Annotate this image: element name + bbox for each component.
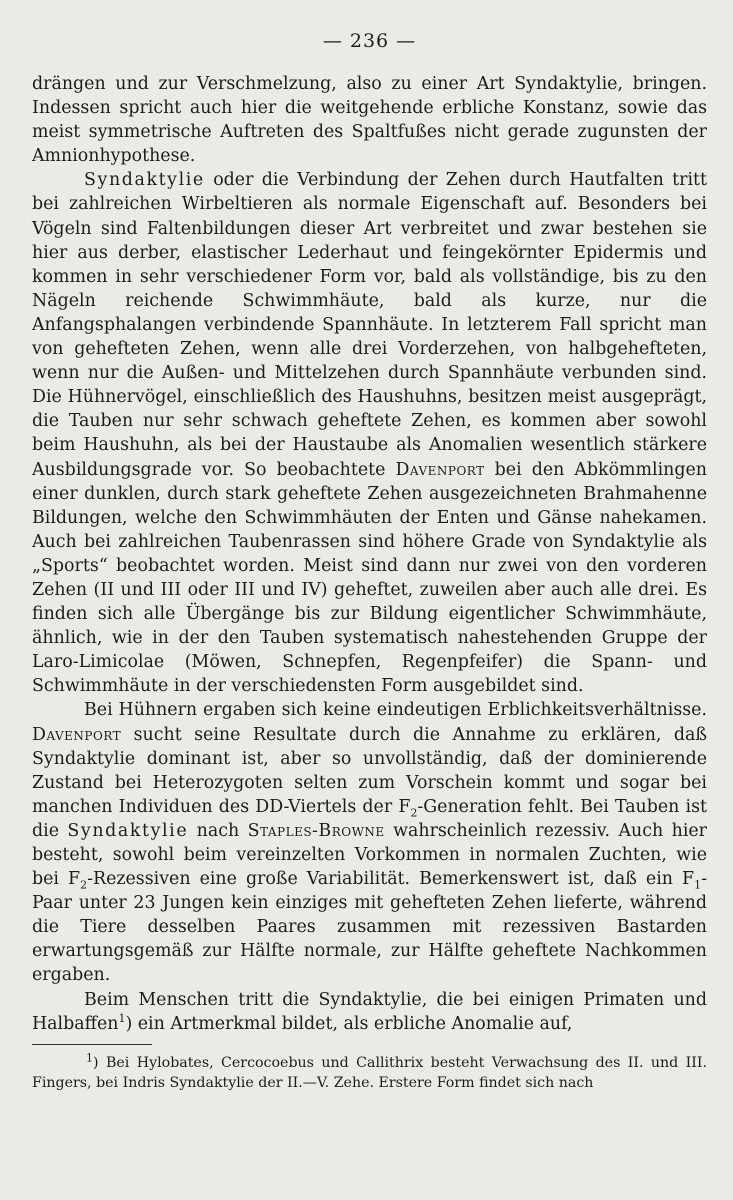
footnotes bbox=[32, 1053, 707, 1093]
body-text bbox=[32, 72, 707, 1036]
paragraph-1 bbox=[32, 72, 707, 168]
subscript: 2 bbox=[410, 806, 418, 820]
author-name: Staples-Browne bbox=[247, 820, 385, 841]
footnote-reference: 1 bbox=[118, 1011, 126, 1025]
paragraph-text: -Generation fehlt. Bei Tauben ist die bbox=[32, 796, 708, 841]
paragraph-text: bei den Abkömmlingen einer dunklen, durch stark geheftete Zehen ausgezeichneten Brahmahenne Bildungen, welche den Schwimmhäuten der Enten und Gänse nahekamen. Auch bei zahlreichen Taubenrassen sind höhere Grade von Syndaktylie als „Sports“ beobachtet worden. Meist sind dann nur zwei von den vorderen Zehen (II und III oder III und IV) geheftet, zuweilen aber auch alle drei. Es finden sich alle Übergänge bis zur Bildung eigentlicher Schwimmhäute, ähnlich, wie in der den Tauben systematisch nahestehenden Gruppe der Laro-Limicolae (Möwen, Schnepfen, Regenpfeifer) die Spann- und Schwimmhäute in der verschiedensten Form ausgebildet sind. bbox=[32, 459, 707, 697]
paragraph-text: wahrscheinlich rezessiv. Auch hier besteht, sowohl beim vereinzelten Vorkommen in normalen Zuchten, wie bei F bbox=[32, 820, 707, 890]
paragraph-text: drängen und zur Verschmelzung, also zu einer Art Syndaktylie, bringen. Indessen spricht auch hier die weitgehende erbliche Konstanz, sowie das meist symmetrische Auftreten des Spaltfußes nicht gerade zugunsten der Amnionhypothese. bbox=[32, 74, 707, 167]
footnote-divider bbox=[32, 1044, 152, 1045]
paragraph-text: nach bbox=[188, 820, 248, 841]
paragraph-3 bbox=[32, 698, 707, 987]
paragraph-text: -Paar unter 23 Jungen kein einziges mit gehefteten Zehen lieferte, während die Tiere desselben Paares zusammen mit rezessiven Bastarden erwartungsgemäß zur Hälfte normale, zur Hälfte geheftete Nachkommen ergaben. bbox=[32, 869, 707, 986]
subscript: 2 bbox=[80, 878, 88, 892]
footnote bbox=[32, 1053, 707, 1093]
emphasized-term: Syndaktylie bbox=[84, 170, 205, 191]
footnote-text: ) Bei Hylobates, Cercocoebus und Callithrix besteht Verwachsung des II. und III. Fingers, bei Indris Syndaktylie der II.—V. Zehe. Erstere Form findet sich nach bbox=[32, 1054, 707, 1091]
author-name: Davenport bbox=[395, 459, 485, 480]
paragraph-text: oder die Verbindung der Zehen durch Hautfalten tritt bei zahlreichen Wirbeltieren als normale Eigenschaft auf. Besonders bei Vögeln sind Faltenbildungen dieser Art verbreitet und zwar bestehen sie hier aus derber, elastischer Lederhaut und feingekörnter Epidermis und kommen in sehr verschiedener Form vor, bald als vollständige, bis zu den Nägeln reichende Schwimmhäute, bald als kurze, nur die Anfangsphalangen verbindende Spannhäute. In letzterem Fall spricht man von gehefteten Zehen, wenn alle drei Vorderzehen, von halbgehefteten, wenn nur die Außen- und Mittelzehen durch Spannhäute verbunden sind. Die Hühnervögel, einschließlich des Haushuhns, besitzen meist ausgeprägt, die Tauben nur sehr schwach geheftete Zehen, es kommen aber sowohl beim Haushuhn, als bei der Haustaube als Anomalien wesentlich stärkere Ausbildungsgrade vor. So beobachtete bbox=[32, 170, 707, 480]
paragraph-text: -Rezessiven eine große Variabilität. Bemerkenswert ist, daß ein F bbox=[87, 869, 695, 890]
paragraph-text: sucht seine Resultate durch die Annahme zu erklären, daß Syndaktylie dominant ist, aber so unvollständig, daß der dominierende Zustand bei Heterozygoten selten zum Vorschein kommt und sogar bei manchen Individuen des DD-Viertels der F bbox=[32, 724, 707, 817]
footnote-marker: 1 bbox=[86, 1051, 93, 1065]
emphasized-term: Syndaktylie bbox=[67, 820, 189, 841]
paragraph-text: ) ein Artmerkmal bildet, als erbliche Anomalie auf, bbox=[125, 1013, 573, 1034]
paragraph-4 bbox=[32, 988, 707, 1036]
paragraph-text: Beim Menschen tritt die Syndaktylie, die bei einigen Primaten und Halbaffen bbox=[32, 989, 707, 1034]
author-name: Davenport bbox=[32, 724, 122, 745]
paragraph-2 bbox=[32, 168, 707, 698]
paragraph-text: Bei Hühnern ergaben sich keine eindeutigen Erblichkeitsverhältnisse. bbox=[84, 700, 707, 721]
subscript: 1 bbox=[694, 878, 702, 892]
page-number: — 236 — bbox=[322, 30, 417, 52]
